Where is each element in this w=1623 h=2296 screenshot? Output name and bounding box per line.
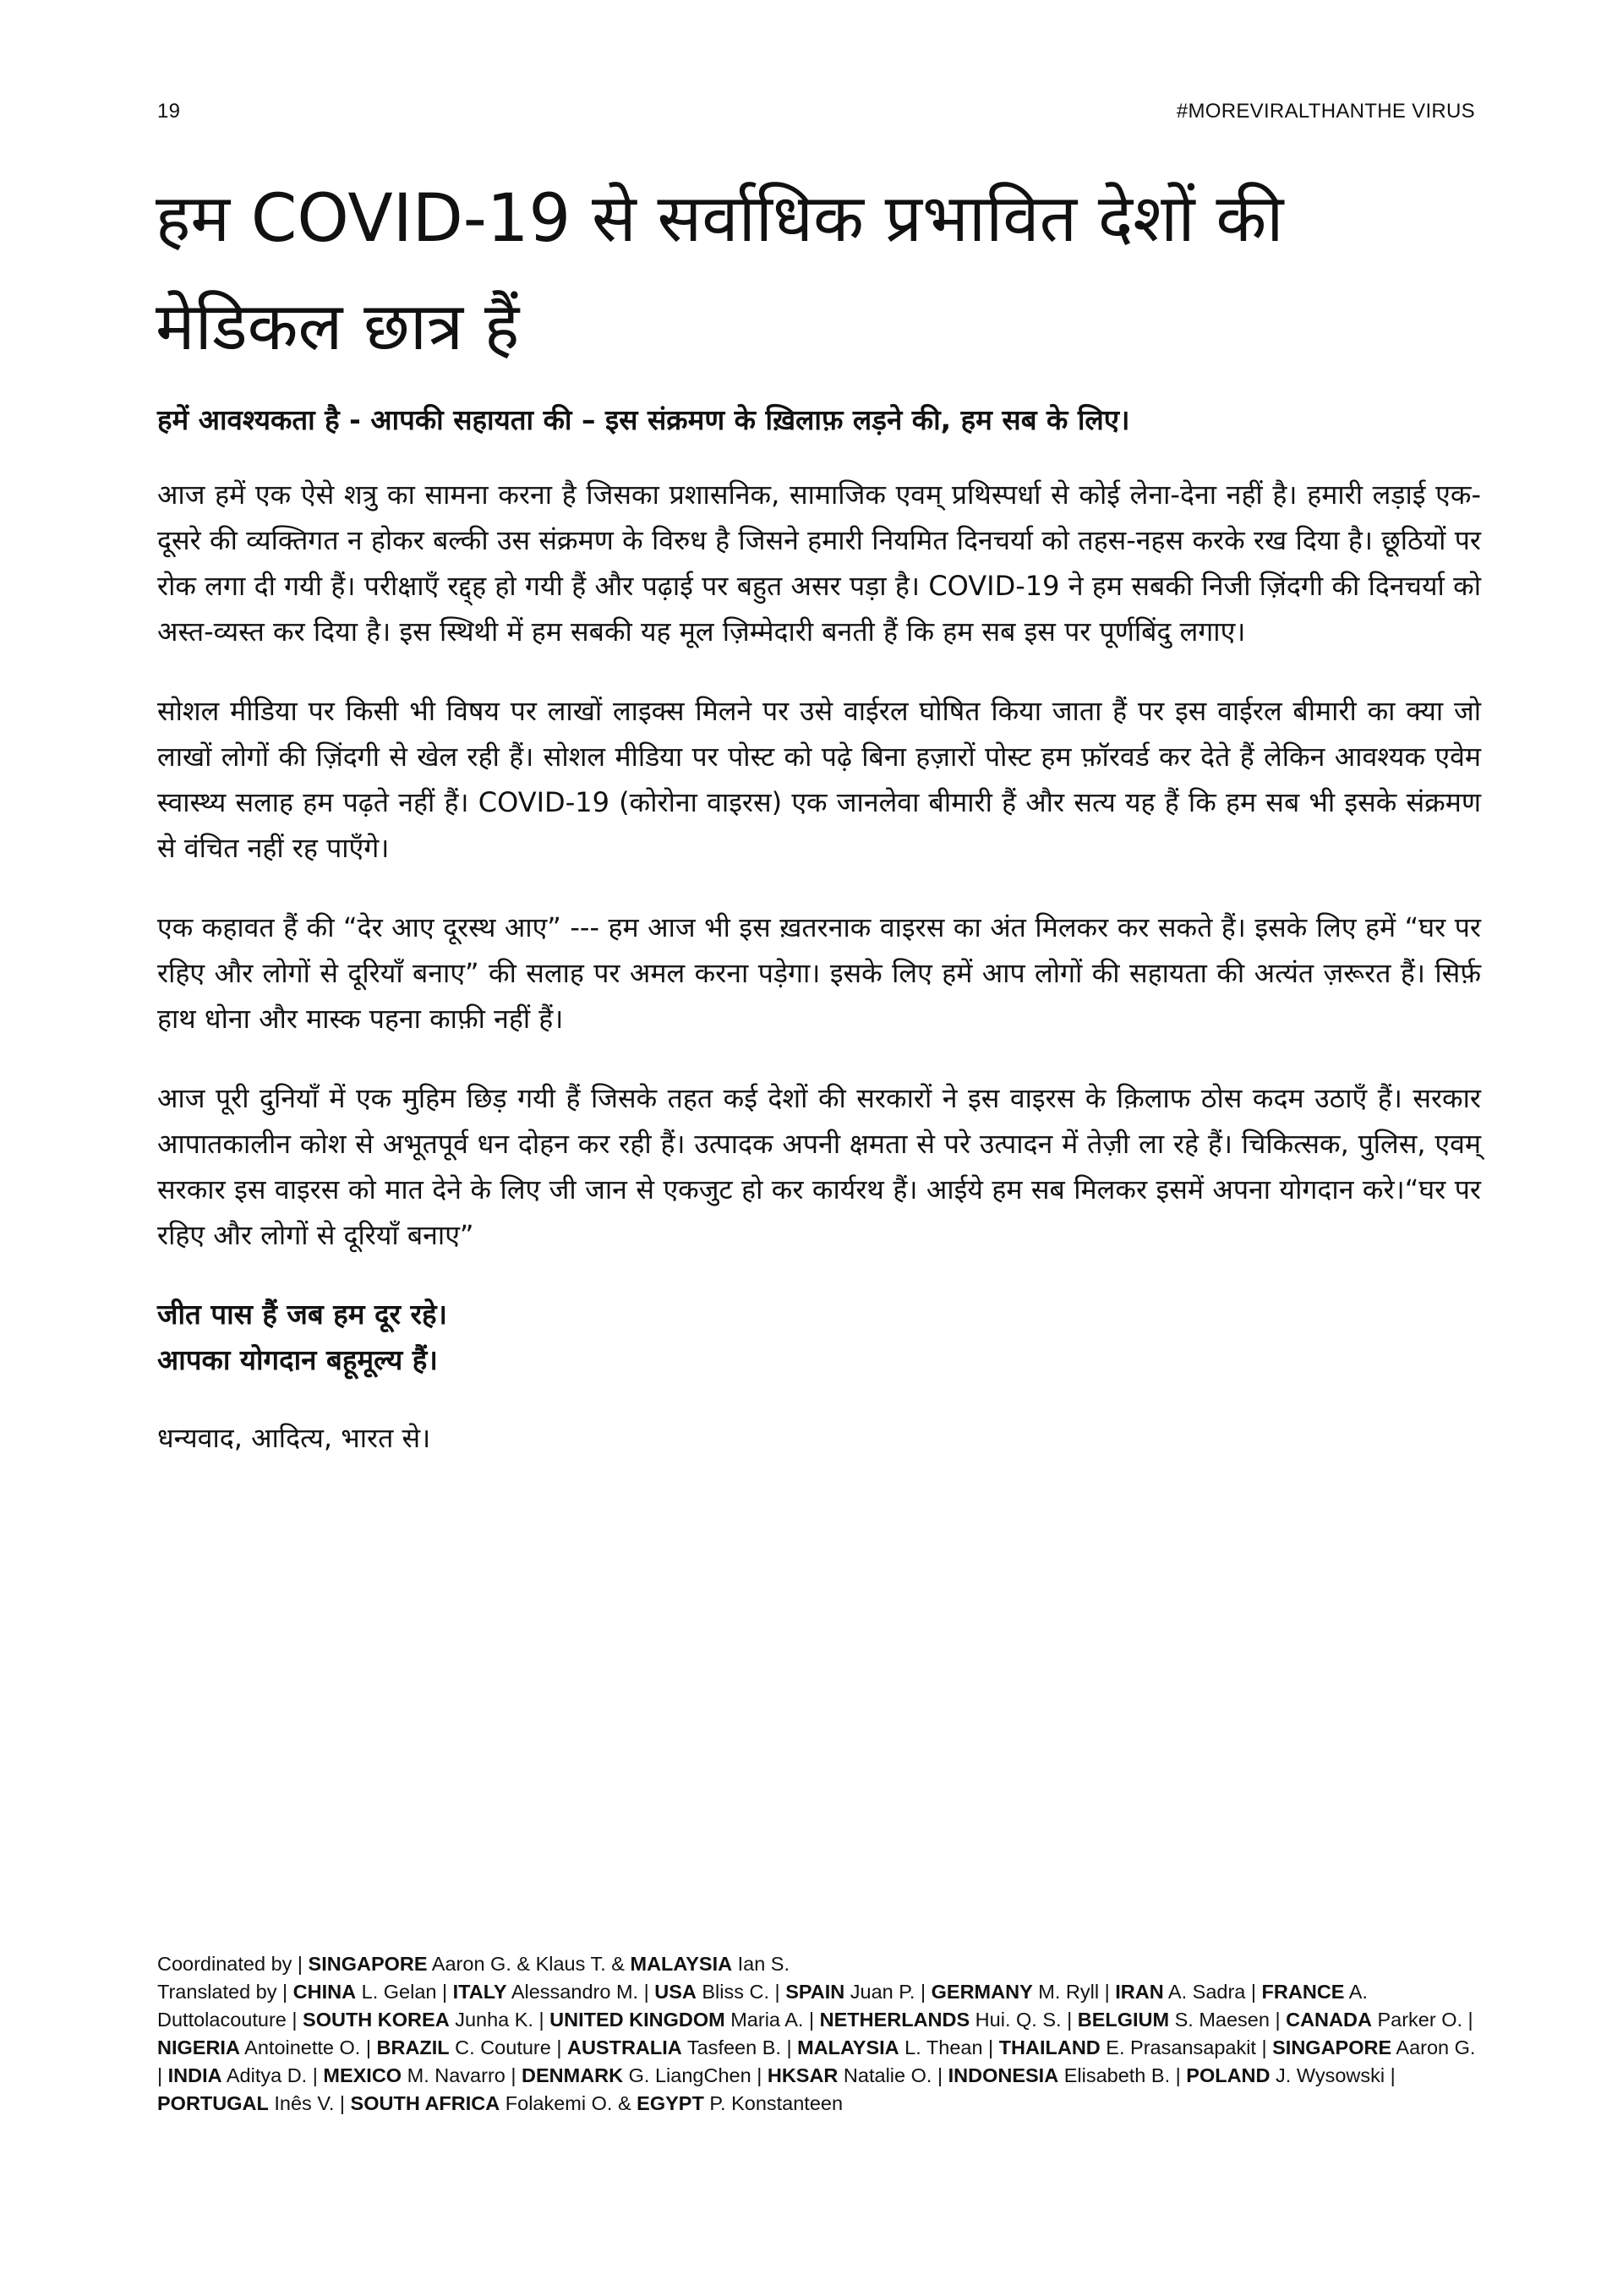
credit-names: Inês V. | [268, 2092, 351, 2114]
page-title: हम COVID-19 से सर्वाधिक प्रभावित देशों की मेडिकल छात्र हैं [156, 181, 1284, 365]
credit-names: Maria A. | [724, 2009, 820, 2031]
credit-names: M. Ryll | [1032, 1981, 1116, 2003]
credit-names: S. Maesen | [1169, 2009, 1287, 2031]
credit-country: ITALY [452, 1981, 507, 2003]
credit-country: SPAIN [785, 1981, 845, 2003]
credit-country: BRAZIL [376, 2036, 450, 2058]
credit-names: Hui. Q. S. | [970, 2009, 1078, 2031]
credits-block [157, 1950, 1481, 2118]
credit-names: G. LiangChen | [623, 2064, 768, 2086]
closing-statement [157, 1292, 1481, 1383]
credit-names: Antoinette O. | [239, 2036, 377, 2058]
credit-names: Alessandro M. | [506, 1981, 655, 2003]
credit-country: GERMANY [931, 1981, 1033, 2003]
credit-names: M. Navarro | [402, 2064, 522, 2086]
credit-country: DENMARK [522, 2064, 624, 2086]
credit-names: J. Wysowski | [1270, 2064, 1396, 2086]
credit-country: PORTUGAL [157, 2092, 269, 2114]
translated-by-line [157, 1978, 1481, 2118]
page-header [157, 100, 1475, 123]
credit-names: L. Thean | [899, 2036, 999, 2058]
credit-names: C. Couture | [449, 2036, 567, 2058]
credit-country: MEXICO [323, 2064, 402, 2086]
coordinated-by-line [157, 1950, 1481, 1978]
credit-names: Elisabeth B. | [1058, 2064, 1187, 2086]
credit-country: USA [654, 1981, 697, 2003]
credit-country: SINGAPORE [1272, 2036, 1392, 2058]
paragraph-2: सोशल मीडिया पर किसी भी विषय पर लाखों लाइक्स मिलने पर उसे वाईरल घोषित किया जाता हैं पर इस वाईरल बीमारी का क्या जो लाखों लोगों की ज़िंदगी से खेल रही हैं। सोशल मीडिया पर पोस्ट को पढ़े बिना हज़ारों पोस्ट हम फ़ॉरवर्ड कर देते हैं लेकिन आवश्यक एवेम स्वास्थ्य सलाह हम पढ़ते नहीं हैं। COVID-19 (कोरोना वाइरस) एक जानलेवा बीमारी हैं और सत्य यह हैं कि हम सब भी इसके संक्रमण से वंचित नहीं रह पाएँगे। [157, 695, 1481, 864]
paragraph-1: आज हमें एक ऐसे शत्रु का सामना करना है जिसका प्रशासनिक, सामाजिक एवम् प्रथिस्पर्धा से कोई लेना-देना नहीं है। हमारी लड़ाई एक-दूसरे की व्यक्तिगत न होकर बल्की उस संक्रमण के विरुध है जिसने हमारी नियमित दिनचर्या को तहस-नहस करके रख दिया है। छूठियों पर रोक लगा दी गयी हैं। परीक्षाएँ रद्द्ह हो गयी हैं और पढ़ाई पर बहुत असर पड़ा है। COVID-19 ने हम सबकी निजी ज़िंदगी की दिनचर्या को अस्त-व्यस्त कर दिया है। इस स्थिथी में हम सबकी यह मूल ज़िम्मेदारी बनती हैं कि हम सब इस पर पूर्णबिंदु लगाए। [157, 478, 1481, 648]
signoff: धन्यवाद, आदित्य, भारत से। [157, 1422, 431, 1454]
credit-country: IRAN [1115, 1981, 1164, 2003]
credit-names: Bliss C. | [696, 1981, 786, 2003]
credit-names: L. Gelan | [356, 1981, 453, 2003]
credit-country: MALAYSIA [630, 1953, 733, 1975]
credit-country: THAILAND [998, 2036, 1101, 2058]
credit-names: A. Duttolacouture | [157, 1981, 1368, 2031]
credit-names: E. Prasansapakit | [1100, 2036, 1273, 2058]
credit-names: Tasfeen B. | [681, 2036, 798, 2058]
subtitle: हमें आवश्यकता है - आपकी सहायता की – इस संक्रमण के ख़िलाफ़ लड़ने की, हम सब के लिए। [157, 403, 1130, 436]
article-body [157, 399, 1481, 1461]
page-number: 19 [157, 100, 181, 123]
credit-names: Juan P. | [844, 1981, 932, 2003]
credit-names: Junha K. | [449, 2009, 550, 2031]
credit-country: SOUTH KOREA [303, 2009, 450, 2031]
credit-country: EGYPT [637, 2092, 704, 2114]
paragraph-4: आज पूरी दुनियाँ में एक मुहिम छिड़ गयी हैं जिसके तहत कई देशों की सरकारों ने इस वाइरस के क़िलाफ ठोस कदम उठाएँ हैं। सरकार आपातकालीन कोश से अभूतपूर्व धन दोहन कर रही हैं। उत्पादक अपनी क्षमता से परे उत्पादन में तेज़ी ला रहे हैं। चिकित्सक, पुलिस, एवम् सरकार इस वाइरस को मात देने के लिए जी जान से एकजुट हो कर कार्यरथ हैं। आईये हम सब मिलकर इसमें अपना योगदान करे।“घर पर रहिए और लोगों से दूरियाँ बनाए” [157, 1082, 1481, 1251]
credit-country: INDONESIA [948, 2064, 1059, 2086]
credit-names: A. Sadra | [1163, 1981, 1262, 2003]
credits-prefix: Translated by | [157, 1981, 293, 2003]
credit-country: NETHERLANDS [819, 2009, 970, 2031]
hashtag: #MOREVIRALTHANTHE VIRUS [1176, 100, 1475, 123]
credit-country: INDIA [167, 2064, 222, 2086]
closing-line-1: जीत पास हैं जब हम दूर रहे। [157, 1298, 448, 1331]
closing-line-2: आपका योगदान बहूमूल्य हैं। [157, 1343, 438, 1376]
credit-names: Aaron G. & Klaus T. & [427, 1953, 631, 1975]
credit-names: Folakemi O. & [500, 2092, 637, 2114]
credit-names: Aditya D. | [221, 2064, 324, 2086]
credit-country: SOUTH AFRICA [350, 2092, 500, 2114]
credit-country: MALAYSIA [797, 2036, 899, 2058]
credit-country: AUSTRALIA [566, 2036, 682, 2058]
credit-names: Ian S. [732, 1953, 790, 1975]
credit-country: CHINA [292, 1981, 357, 2003]
credit-names: Natalie O. | [838, 2064, 948, 2086]
paragraph-3: एक कहावत हैं की “देर आए दूरस्थ आए” --- हम आज भी इस ख़तरनाक वाइरस का अंत मिलकर कर सकते हैं। इसके लिए हमें “घर पर रहिए और लोगों से दूरियाँ बनाए” की सलाह पर अमल करना पड़ेगा। इसके लिए हमें आप लोगों की सहायता की अत्यंत ज़रूरत हैं। सिर्फ़ हाथ धोना और मास्क पहना काफ़ी नहीं हैं। [157, 911, 1481, 1035]
credit-names: Parker O. | [1371, 2009, 1473, 2031]
credit-country: CANADA [1286, 2009, 1372, 2031]
credit-names: P. Konstanteen [703, 2092, 844, 2114]
credit-names: Aaron G. | [157, 2036, 1476, 2086]
credits-prefix: Coordinated by | [157, 1953, 309, 1975]
credit-country: BELGIUM [1077, 2009, 1170, 2031]
credit-country: HKSAR [767, 2064, 839, 2086]
credit-country: NIGERIA [157, 2036, 240, 2058]
credit-country: SINGAPORE [308, 1953, 428, 1975]
credit-country: UNITED KINGDOM [549, 2009, 725, 2031]
credit-country: POLAND [1186, 2064, 1271, 2086]
credit-country: FRANCE [1261, 1981, 1345, 2003]
